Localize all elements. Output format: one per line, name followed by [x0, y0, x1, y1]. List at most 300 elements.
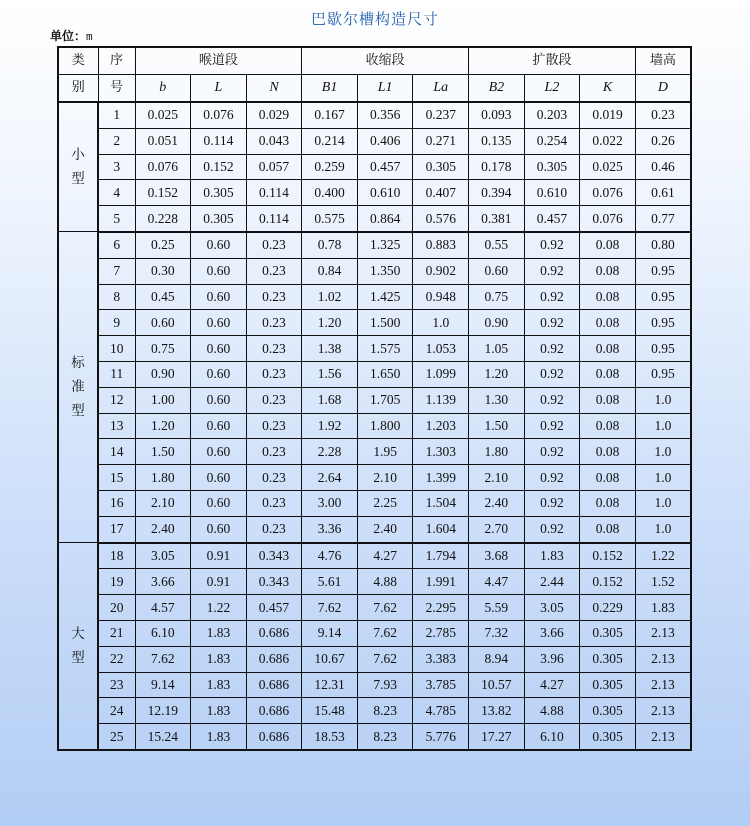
cell-La: 1.504 [413, 490, 469, 516]
cell-L2: 0.203 [524, 102, 580, 128]
cell-L: 1.83 [191, 698, 247, 724]
cell-N: 0.23 [246, 413, 302, 439]
cell-index: 16 [98, 490, 135, 516]
cell-D: 1.0 [635, 439, 691, 465]
cell-L2: 0.92 [524, 232, 580, 258]
cell-L1: 0.610 [357, 180, 413, 206]
cell-index: 13 [98, 413, 135, 439]
cell-D: 1.0 [635, 516, 691, 542]
cell-b: 0.60 [135, 310, 191, 336]
header-row-groups [58, 47, 691, 75]
cell-index: 21 [98, 620, 135, 646]
cell-L: 0.91 [191, 543, 247, 569]
cell-N: 0.23 [246, 232, 302, 258]
cell-L2: 0.92 [524, 465, 580, 491]
table-row [58, 361, 691, 387]
category-cell [58, 102, 98, 232]
cell-L1: 1.425 [357, 284, 413, 310]
cell-L: 0.60 [191, 439, 247, 465]
cell-K: 0.076 [580, 206, 636, 232]
header-var-L1: L1 [357, 75, 413, 103]
cell-L1: 1.650 [357, 361, 413, 387]
cell-L2: 4.27 [524, 672, 580, 698]
cell-b: 2.40 [135, 516, 191, 542]
cell-b: 0.051 [135, 128, 191, 154]
cell-L2: 0.305 [524, 154, 580, 180]
cell-L2: 0.92 [524, 310, 580, 336]
cell-D: 2.13 [635, 672, 691, 698]
cell-L1: 0.356 [357, 102, 413, 128]
header-var-L: L [191, 75, 247, 103]
cell-N: 0.343 [246, 569, 302, 595]
cell-K: 0.229 [580, 595, 636, 621]
cell-L: 0.305 [191, 206, 247, 232]
cell-N: 0.114 [246, 206, 302, 232]
table-row [58, 620, 691, 646]
cell-index: 7 [98, 258, 135, 284]
cell-b: 7.62 [135, 646, 191, 672]
cell-La: 0.883 [413, 232, 469, 258]
cell-index: 9 [98, 310, 135, 336]
cell-B2: 0.135 [469, 128, 525, 154]
cell-D: 2.13 [635, 698, 691, 724]
cell-La: 1.303 [413, 439, 469, 465]
header-var-b: b [135, 75, 191, 103]
table-row [58, 465, 691, 491]
cell-L: 1.83 [191, 672, 247, 698]
cell-B2: 2.10 [469, 465, 525, 491]
header-category-char-2: 别 [58, 75, 98, 103]
table-row [58, 336, 691, 362]
cell-L2: 3.66 [524, 620, 580, 646]
table-row [58, 413, 691, 439]
cell-La: 1.053 [413, 336, 469, 362]
cell-D: 1.0 [635, 387, 691, 413]
cell-B2: 3.68 [469, 543, 525, 569]
cell-B1: 9.14 [302, 620, 358, 646]
cell-K: 0.08 [580, 310, 636, 336]
cell-N: 0.23 [246, 336, 302, 362]
cell-B2: 1.50 [469, 413, 525, 439]
cell-L: 0.114 [191, 128, 247, 154]
cell-L: 0.60 [191, 258, 247, 284]
cell-B1: 18.53 [302, 724, 358, 750]
table-row [58, 232, 691, 258]
cell-B2: 1.80 [469, 439, 525, 465]
cell-B1: 15.48 [302, 698, 358, 724]
cell-N: 0.23 [246, 284, 302, 310]
cell-D: 0.80 [635, 232, 691, 258]
header-index-char-2: 号 [98, 75, 135, 103]
cell-index: 14 [98, 439, 135, 465]
cell-K: 0.08 [580, 232, 636, 258]
cell-La: 3.785 [413, 672, 469, 698]
table-row [58, 284, 691, 310]
cell-D: 1.22 [635, 543, 691, 569]
cell-L1: 7.93 [357, 672, 413, 698]
category-char: 型 [71, 171, 85, 188]
cell-D: 0.23 [635, 102, 691, 128]
cell-L1: 2.10 [357, 465, 413, 491]
cell-La: 1.0 [413, 310, 469, 336]
cell-b: 12.19 [135, 698, 191, 724]
cell-index: 12 [98, 387, 135, 413]
cell-b: 0.152 [135, 180, 191, 206]
cell-L: 0.60 [191, 310, 247, 336]
cell-L: 0.60 [191, 336, 247, 362]
table-row [58, 180, 691, 206]
cell-L1: 1.575 [357, 336, 413, 362]
category-cell [58, 543, 98, 750]
cell-K: 0.08 [580, 361, 636, 387]
cell-L: 0.60 [191, 413, 247, 439]
cell-D: 0.95 [635, 310, 691, 336]
cell-K: 0.025 [580, 154, 636, 180]
cell-N: 0.457 [246, 595, 302, 621]
cell-b: 6.10 [135, 620, 191, 646]
cell-L1: 7.62 [357, 595, 413, 621]
cell-D: 1.52 [635, 569, 691, 595]
cell-B1: 10.67 [302, 646, 358, 672]
cell-B1: 0.84 [302, 258, 358, 284]
cell-L: 0.305 [191, 180, 247, 206]
cell-b: 0.025 [135, 102, 191, 128]
cell-index: 20 [98, 595, 135, 621]
cell-B1: 7.62 [302, 595, 358, 621]
cell-L: 1.83 [191, 724, 247, 750]
cell-B1: 4.76 [302, 543, 358, 569]
table-row [58, 543, 691, 569]
cell-B1: 1.02 [302, 284, 358, 310]
cell-L2: 0.92 [524, 490, 580, 516]
header-var-La: La [413, 75, 469, 103]
cell-L: 0.60 [191, 465, 247, 491]
cell-L2: 0.92 [524, 387, 580, 413]
cell-L2: 6.10 [524, 724, 580, 750]
cell-B2: 1.30 [469, 387, 525, 413]
cell-index: 11 [98, 361, 135, 387]
cell-N: 0.686 [246, 620, 302, 646]
cell-B1: 5.61 [302, 569, 358, 595]
table-row [58, 387, 691, 413]
cell-b: 2.10 [135, 490, 191, 516]
table-row [58, 595, 691, 621]
cell-L: 0.60 [191, 490, 247, 516]
cell-B1: 0.259 [302, 154, 358, 180]
cell-B2: 0.394 [469, 180, 525, 206]
cell-B1: 0.167 [302, 102, 358, 128]
cell-L1: 1.350 [357, 258, 413, 284]
cell-b: 1.20 [135, 413, 191, 439]
cell-D: 0.26 [635, 128, 691, 154]
cell-B2: 0.60 [469, 258, 525, 284]
cell-index: 3 [98, 154, 135, 180]
cell-index: 22 [98, 646, 135, 672]
cell-L2: 1.83 [524, 543, 580, 569]
cell-L2: 0.457 [524, 206, 580, 232]
cell-La: 0.902 [413, 258, 469, 284]
cell-B1: 0.78 [302, 232, 358, 258]
cell-B1: 0.214 [302, 128, 358, 154]
cell-K: 0.305 [580, 724, 636, 750]
cell-D: 1.0 [635, 490, 691, 516]
table-row [58, 439, 691, 465]
cell-N: 0.686 [246, 646, 302, 672]
cell-N: 0.23 [246, 439, 302, 465]
cell-La: 5.776 [413, 724, 469, 750]
cell-b: 4.57 [135, 595, 191, 621]
cell-La: 2.295 [413, 595, 469, 621]
cell-La: 0.305 [413, 154, 469, 180]
cell-L1: 4.88 [357, 569, 413, 595]
cell-L2: 0.92 [524, 439, 580, 465]
header-var-B2: B2 [469, 75, 525, 103]
cell-B2: 0.90 [469, 310, 525, 336]
cell-L2: 3.05 [524, 595, 580, 621]
cell-b: 0.30 [135, 258, 191, 284]
cell-La: 1.399 [413, 465, 469, 491]
cell-B2: 4.47 [469, 569, 525, 595]
cell-D: 2.13 [635, 724, 691, 750]
cell-K: 0.305 [580, 672, 636, 698]
cell-N: 0.043 [246, 128, 302, 154]
cell-B2: 0.55 [469, 232, 525, 258]
cell-La: 0.237 [413, 102, 469, 128]
cell-La: 0.407 [413, 180, 469, 206]
cell-b: 0.076 [135, 154, 191, 180]
cell-K: 0.305 [580, 620, 636, 646]
cell-K: 0.08 [580, 439, 636, 465]
cell-B2: 1.20 [469, 361, 525, 387]
cell-K: 0.305 [580, 646, 636, 672]
cell-D: 0.95 [635, 336, 691, 362]
cell-B1: 1.92 [302, 413, 358, 439]
cell-N: 0.343 [246, 543, 302, 569]
cell-N: 0.23 [246, 258, 302, 284]
cell-B1: 0.575 [302, 206, 358, 232]
cell-B1: 0.400 [302, 180, 358, 206]
cell-La: 1.604 [413, 516, 469, 542]
cell-N: 0.057 [246, 154, 302, 180]
cell-K: 0.08 [580, 490, 636, 516]
header-var-B1: B1 [302, 75, 358, 103]
table-row [58, 569, 691, 595]
cell-L: 1.83 [191, 646, 247, 672]
cell-B1: 1.68 [302, 387, 358, 413]
cell-B2: 2.70 [469, 516, 525, 542]
cell-index: 18 [98, 543, 135, 569]
cell-L: 1.83 [191, 620, 247, 646]
cell-D: 0.77 [635, 206, 691, 232]
cell-L: 0.60 [191, 361, 247, 387]
table-row [58, 646, 691, 672]
cell-K: 0.152 [580, 543, 636, 569]
cell-L1: 8.23 [357, 698, 413, 724]
cell-B1: 3.36 [302, 516, 358, 542]
cell-L: 1.22 [191, 595, 247, 621]
table-row [58, 490, 691, 516]
cell-B1: 1.38 [302, 336, 358, 362]
cell-L1: 2.40 [357, 516, 413, 542]
header-diverge-group: 扩散段 [469, 47, 636, 75]
table-row [58, 698, 691, 724]
cell-b: 3.66 [135, 569, 191, 595]
cell-B2: 2.40 [469, 490, 525, 516]
cell-N: 0.23 [246, 516, 302, 542]
table-row [58, 672, 691, 698]
cell-L: 0.076 [191, 102, 247, 128]
cell-D: 1.83 [635, 595, 691, 621]
cell-B2: 0.178 [469, 154, 525, 180]
cell-L2: 0.92 [524, 258, 580, 284]
cell-N: 0.23 [246, 310, 302, 336]
cell-L2: 0.92 [524, 284, 580, 310]
cell-B1: 1.56 [302, 361, 358, 387]
cell-La: 0.271 [413, 128, 469, 154]
cell-L2: 2.44 [524, 569, 580, 595]
cell-K: 0.08 [580, 465, 636, 491]
cell-D: 1.0 [635, 413, 691, 439]
header-var-L2: L2 [524, 75, 580, 103]
cell-N: 0.686 [246, 698, 302, 724]
unit-label-text: 单位： [50, 29, 87, 43]
cell-D: 1.0 [635, 465, 691, 491]
cell-b: 0.75 [135, 336, 191, 362]
cell-b: 1.80 [135, 465, 191, 491]
header-converge-group: 收缩段 [302, 47, 469, 75]
cell-B1: 2.28 [302, 439, 358, 465]
header-wall-group: 墙高 [635, 47, 691, 75]
table-row [58, 516, 691, 542]
cell-K: 0.022 [580, 128, 636, 154]
cell-L1: 2.25 [357, 490, 413, 516]
header-var-K: K [580, 75, 636, 103]
cell-index: 6 [98, 232, 135, 258]
cell-B1: 3.00 [302, 490, 358, 516]
cell-L2: 0.92 [524, 516, 580, 542]
cell-L: 0.60 [191, 387, 247, 413]
cell-L1: 1.95 [357, 439, 413, 465]
cell-L1: 7.62 [357, 620, 413, 646]
unit-value: m [86, 30, 93, 43]
table-row [58, 128, 691, 154]
cell-L1: 1.800 [357, 413, 413, 439]
cell-N: 0.23 [246, 361, 302, 387]
cell-B2: 0.093 [469, 102, 525, 128]
cell-L2: 3.96 [524, 646, 580, 672]
cell-b: 15.24 [135, 724, 191, 750]
header-index-char-1: 序 [98, 47, 135, 75]
unit-label [50, 27, 93, 44]
cell-L1: 4.27 [357, 543, 413, 569]
cell-N: 0.23 [246, 490, 302, 516]
cell-index: 2 [98, 128, 135, 154]
cell-b: 0.45 [135, 284, 191, 310]
cell-B2: 10.57 [469, 672, 525, 698]
cell-L2: 0.92 [524, 361, 580, 387]
cell-D: 0.95 [635, 258, 691, 284]
header-var-N: N [246, 75, 302, 103]
cell-K: 0.076 [580, 180, 636, 206]
dimension-table [57, 46, 692, 751]
cell-L1: 0.457 [357, 154, 413, 180]
cell-B2: 1.05 [469, 336, 525, 362]
cell-L1: 1.325 [357, 232, 413, 258]
cell-La: 1.794 [413, 543, 469, 569]
cell-L1: 1.705 [357, 387, 413, 413]
cell-D: 2.13 [635, 620, 691, 646]
cell-B2: 5.59 [469, 595, 525, 621]
cell-L1: 0.864 [357, 206, 413, 232]
table-row [58, 310, 691, 336]
cell-L1: 1.500 [357, 310, 413, 336]
cell-K: 0.152 [580, 569, 636, 595]
table-row [58, 154, 691, 180]
cell-B2: 17.27 [469, 724, 525, 750]
cell-L2: 4.88 [524, 698, 580, 724]
cell-N: 0.23 [246, 387, 302, 413]
cell-b: 3.05 [135, 543, 191, 569]
cell-B2: 7.32 [469, 620, 525, 646]
cell-B2: 13.82 [469, 698, 525, 724]
cell-index: 24 [98, 698, 135, 724]
cell-B1: 12.31 [302, 672, 358, 698]
category-char: 大 [71, 625, 85, 642]
cell-La: 1.099 [413, 361, 469, 387]
cell-La: 1.991 [413, 569, 469, 595]
cell-La: 3.383 [413, 646, 469, 672]
cell-L1: 7.62 [357, 646, 413, 672]
cell-B2: 0.75 [469, 284, 525, 310]
cell-B1: 2.64 [302, 465, 358, 491]
category-cell [58, 232, 98, 543]
cell-N: 0.686 [246, 724, 302, 750]
cell-L2: 0.610 [524, 180, 580, 206]
cell-N: 0.029 [246, 102, 302, 128]
cell-index: 15 [98, 465, 135, 491]
cell-L2: 0.92 [524, 413, 580, 439]
cell-index: 10 [98, 336, 135, 362]
header-category-char-1: 类 [58, 47, 98, 75]
category-char: 小 [71, 147, 85, 164]
cell-L: 0.152 [191, 154, 247, 180]
table-body [58, 102, 691, 750]
cell-L: 0.60 [191, 232, 247, 258]
cell-L1: 0.406 [357, 128, 413, 154]
cell-index: 23 [98, 672, 135, 698]
cell-D: 2.13 [635, 646, 691, 672]
cell-D: 0.46 [635, 154, 691, 180]
table-row [58, 206, 691, 232]
cell-K: 0.08 [580, 387, 636, 413]
category-char: 型 [71, 403, 85, 420]
cell-b: 0.228 [135, 206, 191, 232]
cell-D: 0.61 [635, 180, 691, 206]
cell-b: 1.00 [135, 387, 191, 413]
cell-La: 1.203 [413, 413, 469, 439]
cell-index: 19 [98, 569, 135, 595]
cell-index: 17 [98, 516, 135, 542]
cell-La: 1.139 [413, 387, 469, 413]
header-row-vars [58, 75, 691, 103]
header-var-D: D [635, 75, 691, 103]
cell-La: 0.948 [413, 284, 469, 310]
cell-La: 0.576 [413, 206, 469, 232]
cell-D: 0.95 [635, 361, 691, 387]
cell-K: 0.08 [580, 413, 636, 439]
cell-K: 0.08 [580, 516, 636, 542]
cell-index: 25 [98, 724, 135, 750]
